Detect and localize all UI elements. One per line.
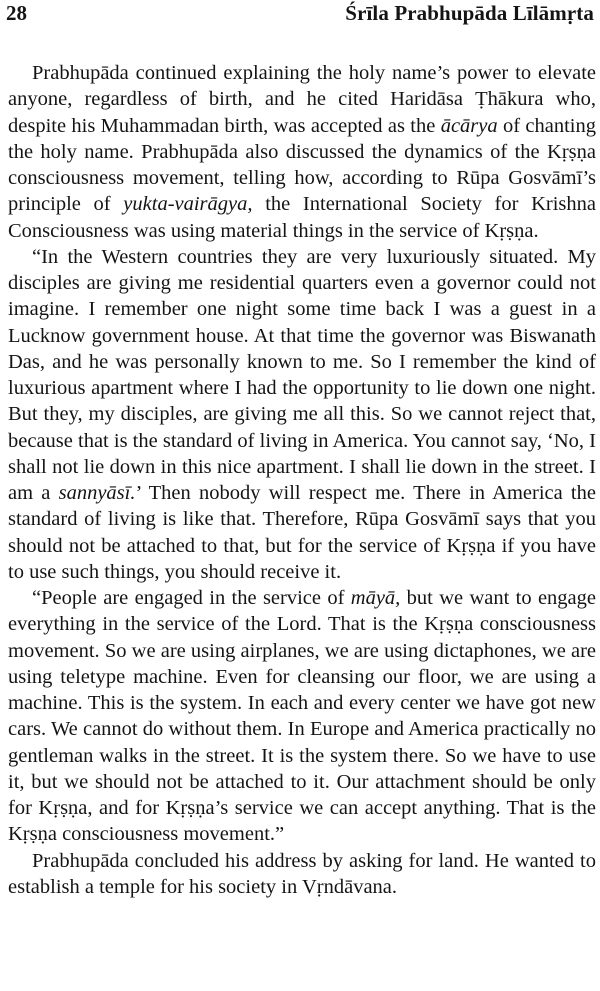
paragraph <box>8 60 596 244</box>
text-span: “In the Western countries they are very luxuriously situated. My disciples are giving me residential quarters even a governor could not imagine. I remember one night some time back I was a guest in a Lucknow government house. At that time the governor was Biswanath Das, and he was personally known to me. So I remember the kind of luxurious apartment where I had the opportunity to lie down one night. But they, my disciples, are giving me all this. So we cannot reject that, because that is the standard of living in America. You cannot say, ‘No, I shall not lie down in this nice apartment. I shall lie down in the street. I am a <box>8 245 596 504</box>
running-title: Śrīla Prabhupāda Līlāmṛta <box>345 1 594 25</box>
text-span: ’ Then nobody will respect me. There in America the standard of living is like that. Therefore, Rūpa Gosvāmī says that you should not be attached to that, but for the service of Kṛṣṇa if you have to use such things, you should receive it. <box>8 482 596 583</box>
italic-term: yukta-vairāgya, <box>123 193 253 216</box>
italic-term: māyā, <box>350 587 401 609</box>
italic-term: sannyāsī. <box>58 482 136 504</box>
text-span: but we want to engage everything in the service of the Lord. That is the Kṛṣṇa consciousness movement. So we are using airplanes, we are using dictaphones, we are using teletype machine. Even for cleansing our floor, we are using a machine. This is the system. In each and every center we have got new cars. We cannot do without them. In Europe and America practically no gentleman walks in the street. It is the system there. So we have to use it, but we should not be attached to it. Our attachment should be only for Kṛṣṇa, and for Kṛṣṇa’s service we can accept anything. That is the Kṛṣṇa consciousness movement.” <box>8 587 596 846</box>
page-number: 28 <box>6 1 27 25</box>
paragraph <box>8 585 596 848</box>
text-span: “People are engaged in the service of <box>32 587 351 609</box>
text-span: of chanting the holy name. Prabhupāda also discussed the dynamics of the Kṛṣṇa consciousness movement, telling how, according to Rūpa Gosvāmī’s principle of <box>8 114 596 216</box>
text-span: the International Society for Krishna Consciousness was using material things in the service of Kṛṣṇa. <box>8 193 596 242</box>
page-header <box>0 0 600 36</box>
italic-term: ācārya <box>440 114 498 137</box>
paragraph <box>8 244 596 585</box>
text-span: Prabhupāda concluded his address by asking for land. He wanted to establish a temple for his society in Vṛndāvana. <box>8 849 596 898</box>
text-span: Prabhupāda continued explaining the holy name’s power to elevate anyone, regardless of birth, and he cited Haridāsa Ṭhākura who, despite his Muhammadan birth, was accepted as the <box>8 62 596 137</box>
paragraph <box>8 848 596 901</box>
page-body <box>8 60 596 900</box>
